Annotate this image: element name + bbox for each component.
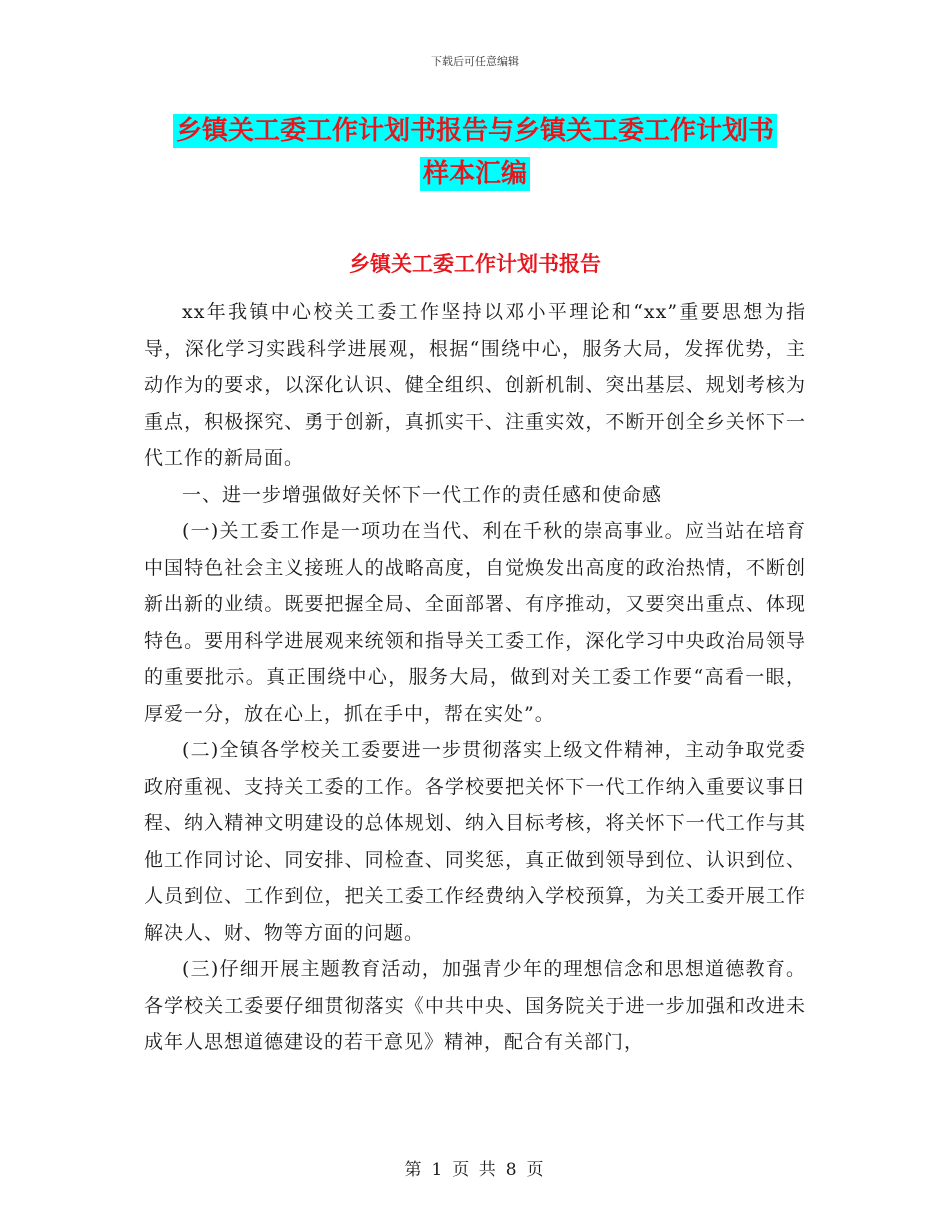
paragraph-intro: xx年我镇中心校关工委工作坚持以邓小平理论和“xx”重要思想为指导，深化学习实践科学进展观，根据“围绕中心，服务大局，发挥优势，主动作为的要求，以深化认识、健全组织、创新机制、突出基层、规划考核为重点，积极探究、勇于创新，真抓实干、注重实效，不断开创全乡关怀下一代工作的新局面。 — [144, 301, 806, 469]
footer-suffix: 页 — [526, 1160, 546, 1180]
body-text — [144, 294, 806, 1061]
footer-prefix: 第 — [404, 1160, 424, 1180]
document-title-line-1: 乡镇关工委工作计划书报告与乡镇关工委工作计划书 — [173, 114, 777, 148]
header-note: 下载后可任意编辑 — [431, 55, 519, 68]
footer-middle: 页 共 — [452, 1160, 498, 1180]
document-title — [0, 110, 950, 196]
paragraph-item-2: (二)全镇各学校关工委要进一步贯彻落实上级文件精神，主动争取党委政府重视、支持关工委的工作。各学校要把关怀下一代工作纳入重要议事日程、纳入精神文明建设的总体规划、纳入目标考核，将关怀下一代工作与其他工作同讨论、同安排、同检查、同奖惩，真正做到领导到位、认识到位、人员到位、工作到位，把关工委工作经费纳入学校预算，为关工委开展工作解决人、财、物等方面的问题。 — [144, 739, 806, 944]
page-footer — [0, 1155, 950, 1180]
section-title: 乡镇关工委工作计划书报告 — [349, 252, 601, 276]
paragraph-item-1: (一)关工委工作是一项功在当代、利在千秋的崇高事业。应当站在培育中国特色社会主义接班人的战略高度，自觉焕发出高度的政治热情，不断创新出新的业绩。既要把握全局、全面部署、有序推动，又要突出重点、体现特色。要用科学进展观来统领和指导关工委工作，深化学习中央政治局领导的重要批示。真正围绕中心，服务大局，做到对关工委工作要“高看一眼，厚爱一分，放在心上，抓在手中，帮在实处”。 — [144, 520, 806, 725]
document-title-line-2: 样本汇编 — [420, 157, 530, 191]
page-total: 8 — [505, 1160, 519, 1180]
page-current: 1 — [431, 1160, 445, 1180]
heading-part-one: 一、进一步增强做好关怀下一代工作的责任感和使命感 — [182, 483, 663, 506]
paragraph-item-3: (三)仔细开展主题教育活动，加强青少年的理想信念和思想道德教育。各学校关工委要仔细贯彻落实《中共中央、国务院关于进一步加强和改进未成年人思想道德建设的若干意见》精神，配合有关部门， — [144, 958, 806, 1053]
